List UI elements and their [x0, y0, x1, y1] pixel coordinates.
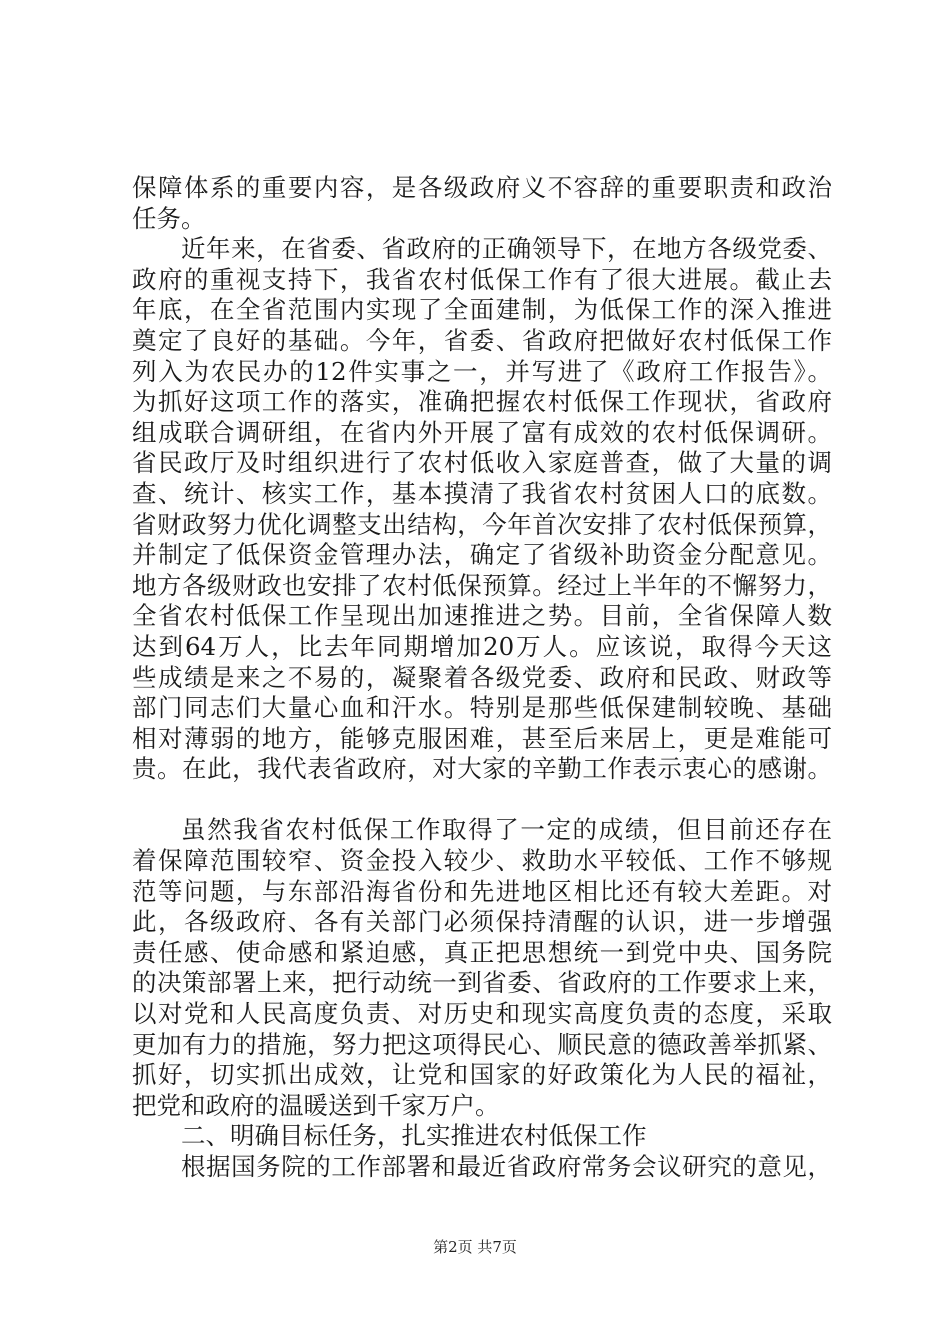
- text-line: 近年来，在省委、省政府的正确领导下，在地方各级党委、: [181, 234, 832, 264]
- text-line: 全省农村低保工作呈现出加速推进之势。目前，全省保障人数: [132, 601, 832, 631]
- text-line: 责任感、使命感和紧迫感，真正把思想统一到党中央、国务院: [132, 937, 832, 967]
- text-line: 相对薄弱的地方，能够克服困难，甚至后来居上，更是难能可: [132, 723, 832, 753]
- text-line: 组成联合调研组，在省内外开展了富有成效的农村低保调研。: [132, 417, 832, 447]
- text-line: 列入为农民办的12件实事之一，并写进了《政府工作报告》。: [132, 356, 832, 386]
- page-footer: 第2页 共7页: [433, 1238, 517, 1256]
- text-line: 范等问题，与东部沿海省份和先进地区相比还有较大差距。对: [132, 876, 832, 906]
- text-line: 任务。: [132, 203, 206, 233]
- text-line: 虽然我省农村低保工作取得了一定的成绩，但目前还存在: [181, 815, 832, 845]
- text-line: 把党和政府的温暖送到千家万户。: [132, 1090, 500, 1120]
- text-line: 着保障范围较窄、资金投入较少、救助水平较低、工作不够规: [132, 846, 832, 876]
- paragraph-gap: [132, 785, 832, 816]
- text-line: 抓好，切实抓出成效，让党和国家的好政策化为人民的福祉，: [132, 1060, 832, 1090]
- text-line: 奠定了良好的基础。今年，省委、省政府把做好农村低保工作: [132, 325, 832, 355]
- text-line: 以对党和人民高度负责、对历史和现实高度负责的态度，采取: [132, 999, 832, 1029]
- text-line: 年底，在全省范围内实现了全面建制，为低保工作的深入推进: [132, 295, 832, 325]
- text-line: 部门同志们大量心血和汗水。特别是那些低保建制较晚、基础: [132, 693, 832, 723]
- text-line: 贵。在此，我代表省政府，对大家的辛勤工作表示衷心的感谢。: [132, 754, 832, 784]
- text-line: 并制定了低保资金管理办法，确定了省级补助资金分配意见。: [132, 540, 832, 570]
- text-line: 政府的重视支持下，我省农村低保工作有了很大进展。截止去: [132, 264, 832, 294]
- text-line: 根据国务院的工作部署和最近省政府常务会议研究的意见，: [181, 1152, 832, 1181]
- text-line: 更加有力的措施，努力把这项得民心、顺民意的德政善举抓紧、: [132, 1029, 832, 1059]
- text-line: 地方各级财政也安排了农村低保预算。经过上半年的不懈努力，: [132, 570, 832, 600]
- text-line: 为抓好这项工作的落实，准确把握农村低保工作现状，省政府: [132, 387, 832, 417]
- text-line: 达到64万人，比去年同期增加20万人。应该说，取得今天这: [132, 631, 832, 661]
- section-heading: 二、明确目标任务，扎实推进农村低保工作: [181, 1121, 647, 1151]
- text-line: 此，各级政府、各有关部门必须保持清醒的认识，进一步增强: [132, 907, 832, 937]
- text-line: 些成绩是来之不易的，凝聚着各级党委、政府和民政、财政等: [132, 662, 832, 692]
- text-line: 省民政厅及时组织进行了农村低收入家庭普查，做了大量的调: [132, 448, 832, 478]
- text-line: 省财政努力优化调整支出结构，今年首次安排了农村低保预算，: [132, 509, 832, 539]
- body-text: [132, 173, 832, 1183]
- text-line: 的决策部署上来，把行动统一到省委、省政府的工作要求上来，: [132, 968, 832, 998]
- text-line: 查、统计、核实工作，基本摸清了我省农村贫困人口的底数。: [132, 478, 832, 508]
- text-line: 保障体系的重要内容，是各级政府义不容辞的重要职责和政治: [132, 173, 832, 202]
